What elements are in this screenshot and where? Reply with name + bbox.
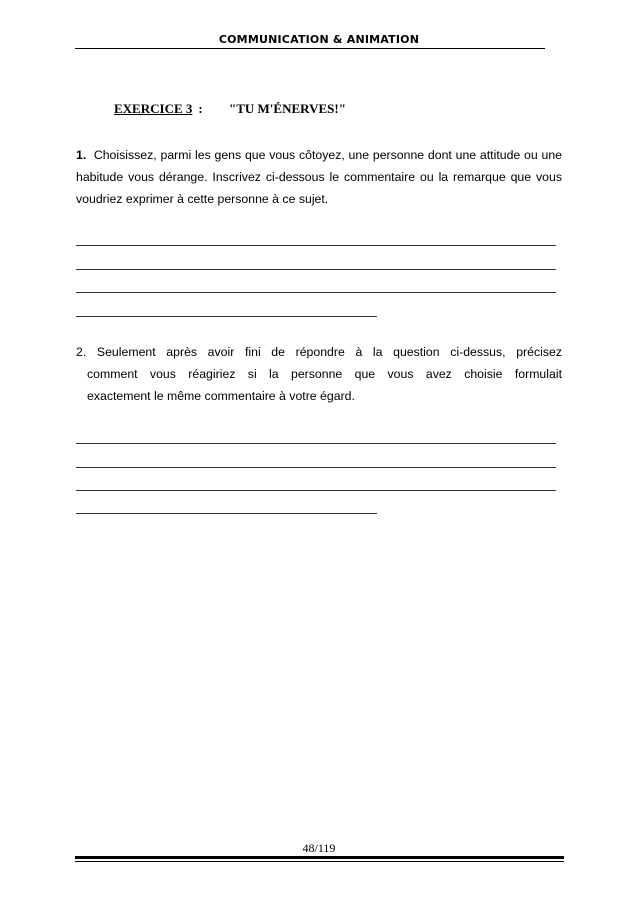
page-header-title: COMMUNICATION & ANIMATION	[218, 33, 420, 46]
answer-line[interactable]	[76, 513, 377, 514]
answer-line[interactable]	[76, 467, 556, 468]
exercise-title: "TU M'ÉNERVES!"	[229, 101, 346, 116]
footer-divider-thin	[75, 861, 564, 862]
answer-line[interactable]	[76, 443, 556, 444]
question-2-line-1: 2. Seulement après avoir fini de répondre à la question ci-dessus, précisez	[76, 345, 562, 359]
answer-line[interactable]	[76, 316, 377, 317]
footer-divider-thick	[75, 856, 564, 859]
exercise-heading	[114, 101, 346, 117]
page-number: 48/119	[302, 841, 336, 855]
question-2-line-3: exactement le même commentaire à votre égard.	[87, 389, 355, 403]
question-2	[76, 341, 562, 407]
question-1	[76, 144, 562, 210]
question-1-text: Choisissez, parmi les gens que vous côtoyez, une personne dont une attitude ou une habitude vous dérange. Inscrivez ci-dessous le commentaire ou la remarque que vous voudriez exprimer à cette personne à ce sujet.	[76, 148, 562, 206]
exercise-colon: :	[198, 101, 203, 116]
question-2-line-2: comment vous réagiriez si la personne que vous avez choisie formulait	[87, 367, 562, 381]
question-1-number: 1.	[76, 148, 87, 162]
answer-line[interactable]	[76, 245, 556, 246]
answer-line[interactable]	[76, 292, 556, 293]
answer-line[interactable]	[76, 269, 556, 270]
exercise-label: EXERCICE 3	[114, 101, 193, 116]
answer-line[interactable]	[76, 490, 556, 491]
header-divider	[75, 48, 545, 49]
